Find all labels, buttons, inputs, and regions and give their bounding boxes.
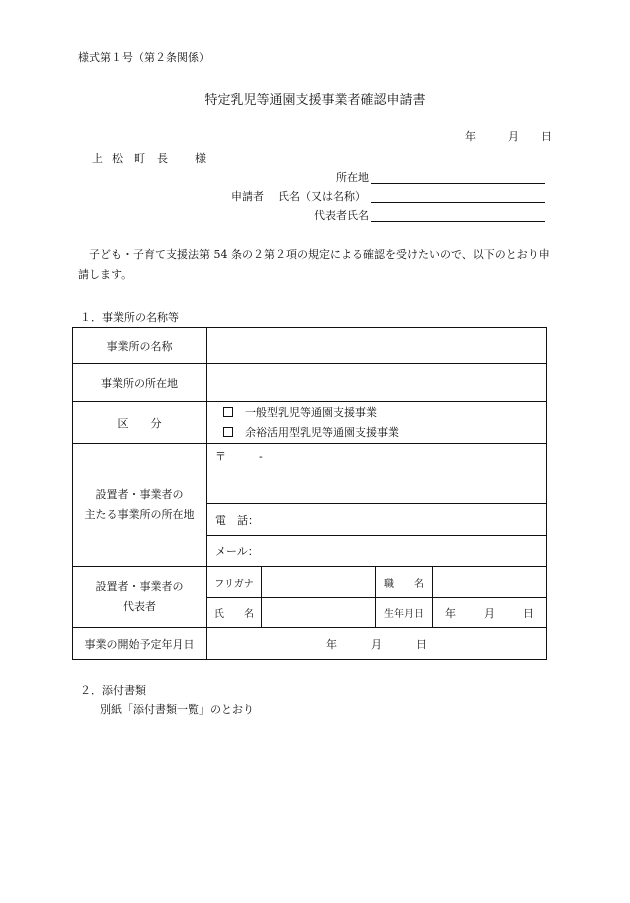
representative-section-label: 設置者・事業者の 代表者	[73, 567, 207, 628]
document-title: 特定乳児等通園支援事業者確認申請書	[204, 93, 426, 108]
recipient-char: 様	[195, 152, 206, 165]
date-day-label: 日	[541, 130, 552, 143]
option-spare-capacity[interactable]: 余裕活用型乳児等通園支援事業	[207, 423, 546, 443]
furigana-field[interactable]	[262, 567, 376, 598]
category-label: 区 分	[73, 402, 207, 444]
start-date-field[interactable]: 年 月 日	[207, 628, 547, 660]
date-month-label: 月	[508, 130, 519, 143]
section2-heading: ２．添付書類	[80, 684, 146, 697]
office-address-label: 事業所の所在地	[73, 364, 207, 402]
birthdate-label: 生年月日	[376, 598, 433, 628]
applicant-name-label: 氏名（又は名称）	[278, 190, 366, 203]
name-label: 氏 名	[207, 598, 262, 628]
representative-line[interactable]	[371, 221, 545, 222]
recipient-char: 長	[157, 152, 168, 165]
section1-heading: １．事業所の名称等	[80, 311, 179, 324]
attachments-note: 別紙「添付書類一覧」のとおり	[100, 703, 254, 716]
start-date-label: 事業の開始予定年月日	[73, 628, 207, 660]
furigana-label: フリガナ	[207, 567, 262, 598]
category-options	[207, 402, 547, 444]
representative-label: 代表者氏名	[314, 209, 369, 222]
option-general[interactable]: 一般型乳児等通園支援事業	[207, 403, 546, 423]
position-field[interactable]	[433, 567, 547, 598]
checkbox-icon[interactable]	[223, 427, 233, 437]
office-address-field[interactable]	[207, 364, 547, 402]
form-number: 様式第１号（第２条関係）	[78, 51, 210, 64]
facility-info-table	[72, 327, 547, 660]
email-field[interactable]: メール：	[207, 536, 547, 567]
application-statement: 子ども・子育て支援法第 54 条の２第２項の規定による確認を受けたいので、以下のとおり申請します。	[78, 248, 550, 281]
phone-field[interactable]: 電 話：	[207, 504, 547, 536]
date-year-label: 年	[465, 130, 476, 143]
recipient-char: 松	[112, 152, 123, 165]
name-field[interactable]	[262, 598, 376, 628]
address-label: 所在地	[336, 171, 369, 184]
checkbox-icon[interactable]	[223, 407, 233, 417]
applicant-label: 申請者	[231, 190, 264, 203]
applicant-name-line[interactable]	[371, 202, 545, 203]
operator-address-label: 設置者・事業者の 主たる事業所の所在地	[73, 444, 207, 567]
recipient-char: 上	[92, 152, 103, 165]
birthdate-field[interactable]: 年 月 日	[433, 598, 547, 628]
postal-code-field[interactable]: 〒 -	[207, 444, 547, 504]
office-name-label: 事業所の名称	[73, 328, 207, 364]
recipient-char: 町	[134, 152, 145, 165]
office-name-field[interactable]	[207, 328, 547, 364]
position-label: 職 名	[376, 567, 433, 598]
address-line[interactable]	[371, 183, 545, 184]
